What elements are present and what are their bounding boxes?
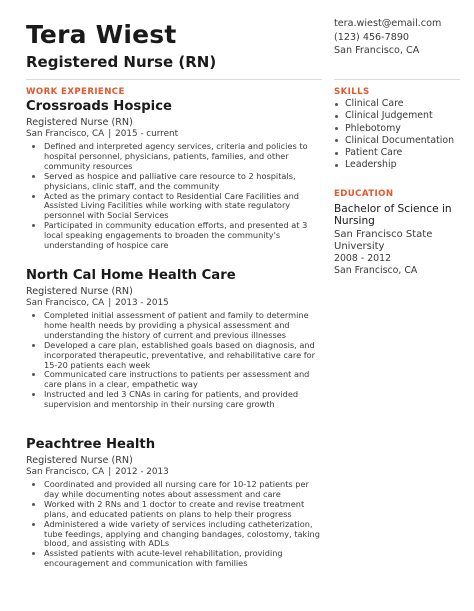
skill-item: Leadership — [334, 159, 464, 171]
job-meta — [26, 129, 324, 140]
bullet-dot-icon — [335, 139, 338, 142]
job-location: San Francisco, CA — [26, 129, 105, 139]
bullet-dot-icon — [335, 127, 338, 130]
bullet-dot-icon — [335, 164, 338, 167]
job-company: Crossroads Hospice — [26, 99, 172, 114]
meta-separator: | — [108, 467, 112, 477]
bullet-dot-icon — [32, 552, 35, 555]
candidate-title: Registered Nurse (RN) — [26, 53, 217, 71]
job-entry — [26, 268, 324, 410]
job-role: Registered Nurse (RN) — [26, 455, 133, 466]
bullet-dot-icon — [335, 115, 338, 118]
job-bullet: Administered a wide variety of services including catheterization, tube feedings, applying and changing bandages, colostomy, taking blood, and assisting with ADLs — [26, 520, 324, 550]
job-bullet: Participated in community education efforts, and presented at 3 local speaking engagements to broaden the community's understanding of hospice care — [26, 221, 324, 251]
job-bullet: Acted as the primary contact to Residential Care Facilities and Assisted Living Facilities while working with state regulatory personnel with Social Services — [26, 192, 324, 222]
bullet-dot-icon — [32, 523, 35, 526]
job-meta — [26, 298, 324, 309]
job-company: North Cal Home Health Care — [26, 268, 236, 283]
job-bullet: Communicated care instructions to patients per assessment and care plans in a clear, empathetic way — [26, 370, 324, 390]
job-entry — [26, 99, 324, 251]
job-bullet: Coordinated and provided all nursing care for 10-12 patients per day while documenting notes about assessment and care — [26, 480, 324, 500]
job-bullet: Worked with 2 RNs and 1 doctor to create and revise treatment plans, and educated patients on plans to help their progress — [26, 500, 324, 520]
education-dates: 2008 - 2012 — [334, 253, 392, 265]
bullet-dot-icon — [32, 393, 35, 396]
job-dates: 2012 - 2013 — [115, 467, 169, 477]
job-meta — [26, 467, 324, 478]
job-bullets — [26, 311, 324, 410]
skill-item: Clinical Judgement — [334, 110, 464, 122]
job-company: Peachtree Health — [26, 437, 156, 452]
bullet-dot-icon — [32, 373, 35, 376]
job-entry — [26, 437, 324, 569]
contact-location: San Francisco, CA — [334, 45, 420, 56]
skill-item: Clinical Care — [334, 98, 464, 110]
contact-block — [334, 17, 464, 58]
bullet-dot-icon — [32, 224, 35, 227]
education-section — [334, 203, 464, 278]
job-bullet: Completed initial assessment of patient and family to determine home health needs by providing a physical assessment and understanding the history of current and previous illnesses — [26, 311, 324, 341]
job-bullet: Assisted patients with acute-level rehabilitation, providing encouragement and communication with families — [26, 549, 324, 569]
education-degree: Bachelor of Science in Nursing — [334, 203, 452, 228]
skills-section — [334, 98, 464, 172]
work-experience-heading: WORK EXPERIENCE — [26, 87, 125, 97]
bullet-dot-icon — [335, 152, 338, 155]
bullet-dot-icon — [32, 195, 35, 198]
skills-heading: SKILLS — [334, 87, 370, 97]
job-location: San Francisco, CA — [26, 467, 105, 477]
skill-item: Phlebotomy — [334, 123, 464, 135]
job-bullet: Instructed and led 3 CNAs in caring for patients, and provided supervision and mentorship in their nursing care growth — [26, 390, 324, 410]
skills-list — [334, 98, 464, 172]
education-school: San Francisco State University — [334, 228, 433, 252]
job-dates: 2015 - current — [115, 129, 179, 139]
contact-phone: (123) 456-7890 — [334, 31, 410, 43]
header-divider-left — [26, 79, 322, 80]
job-bullets — [26, 142, 324, 251]
education-location: San Francisco, CA — [334, 265, 418, 277]
job-location: San Francisco, CA — [26, 298, 105, 308]
bullet-dot-icon — [32, 483, 35, 486]
meta-separator: | — [108, 129, 112, 139]
bullet-dot-icon — [32, 145, 35, 148]
candidate-name: Tera Wiest — [26, 20, 177, 49]
contact-email[interactable]: tera.wiest@email.com — [334, 18, 442, 29]
job-bullet: Served as hospice and palliative care resource to 2 hospitals, physicians, clinic staff, and the community — [26, 172, 324, 192]
education-heading: EDUCATION — [334, 189, 394, 199]
bullet-dot-icon — [32, 344, 35, 347]
job-bullet: Developed a care plan, established goals based on diagnosis, and incorporated therapeutic, preventative, and rehabilitative care for 15-20 patients each week — [26, 341, 324, 371]
job-role: Registered Nurse (RN) — [26, 117, 133, 128]
meta-separator: | — [108, 298, 112, 308]
bullet-dot-icon — [32, 503, 35, 506]
bullet-dot-icon — [335, 103, 338, 106]
job-bullet: Defined and interpreted agency services, criteria and policies to hospital personnel, physicians, patients, families, and other community resources — [26, 142, 324, 172]
job-bullets — [26, 480, 324, 569]
header-divider-right — [334, 79, 460, 80]
job-dates: 2013 - 2015 — [115, 298, 169, 308]
bullet-dot-icon — [32, 314, 35, 317]
skill-item: Patient Care — [334, 147, 464, 159]
job-role: Registered Nurse (RN) — [26, 286, 133, 297]
skill-item: Clinical Documentation — [334, 135, 464, 147]
bullet-dot-icon — [32, 175, 35, 178]
